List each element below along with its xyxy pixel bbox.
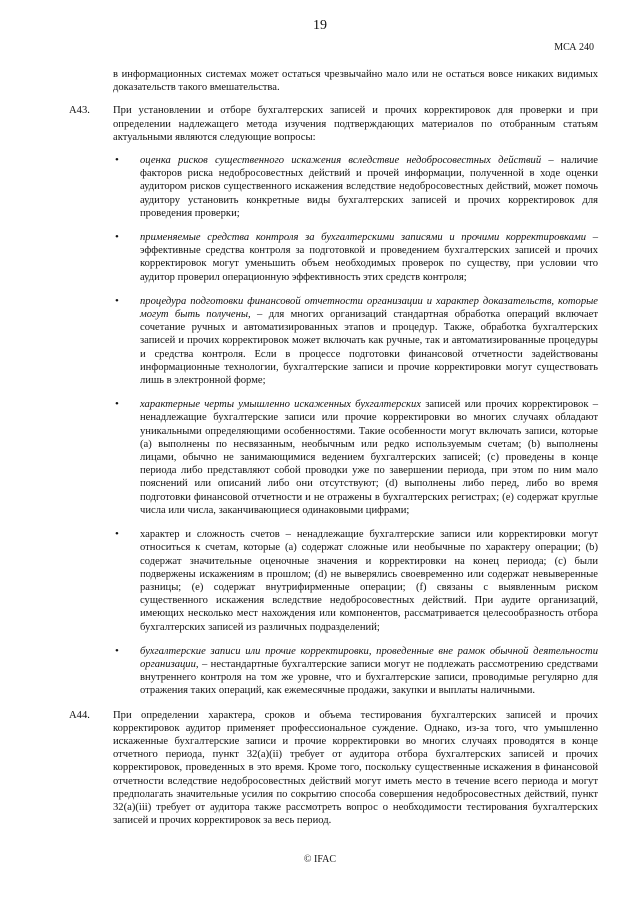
bullet-icon: • bbox=[115, 644, 119, 657]
bullet-icon: • bbox=[115, 231, 119, 244]
bullet-title: характерные черты умышленно искаженных бухгалтерских bbox=[140, 399, 421, 411]
bullet-text: – эффективные средства контроля за подготовкой и проведением бухгалтерских записей и прочих корректировок могут уменьшить объем необходимых проверок по существу, при условии что аудитор проверил операционную эффективность этих средств контроля; bbox=[140, 232, 598, 283]
continuation-text: в информационных системах может остаться чрезвычайно мало или не остаться вовсе никаких видимых доказательств такого вмешательства. bbox=[113, 69, 598, 94]
bullet-text: – наличие факторов риска недобросовестных действий и прочей информации, полученной в ходе оценки аудитором рисков существенного искажения вследствие недобросовестных действий, может помочь аудитору установить конкретные виды бухгалтерских записей и прочих корректировок для проведения проверки; bbox=[140, 155, 598, 219]
bullet-text: характер и сложность счетов – ненадлежащие бухгалтерские записи или корректировки могут относиться к счетам, которые (a) содержат сложные или необычные по характеру операции; (b) содержат значительные оценочные значения и корректировки на конец периода; (c) были подвержены искажениям в прошлом; (d) не выверялись своевременно или содержат невыверенные разницы; (e) содержат внутрифирменные операции; (f) связаны с выявленным риском существенного искажения вследствие недобросовестных действий. При аудите организаций, имеющих несколько мест нахождения или компонентов, рассматривается целесообразность отбора бухгалтерских записей из различных подразделений; bbox=[140, 529, 598, 633]
paragraph-a43 bbox=[69, 104, 598, 697]
paragraph-a44 bbox=[69, 709, 598, 828]
bullet-item bbox=[113, 295, 598, 387]
bullet-item bbox=[113, 398, 598, 517]
bullet-icon: • bbox=[115, 154, 119, 167]
paragraph-text: При определении характера, сроков и объема тестирования бухгалтерских записей и прочих корректировок аудитор применяет профессиональное суждение. Однако, из-за того, что умышленно искаженные бухгалтерские записи и прочие корректировки во многих случаях проводятся в конце отчетного периода, пункт 32(a)(ii) требует от аудитора отбора бухгалтерских записей и прочих корректировок, проведенных в это время. Кроме того, поскольку существенные искажения в финансовой отчетности вследствие недобросовестных действий могут иметь место в течение всего периода и могут предполагать значительные усилия по сокрытию способа совершения недобросовестных действий, пункт 32(a)(iii) требует от аудитора также рассмотреть вопрос о необходимости тестирования бухгалтерских записей и прочих корректировок за весь период. bbox=[113, 709, 598, 827]
bullet-text: записей или прочих корректировок – ненадлежащие бухгалтерские записи или прочие корректировки во многих случаях обладают уникальными определяющими особенностями. Такие особенности могут включать записи, которые (a) выполнены по несвязанным, необычным или редко используемым счетам; (b) выполнены лицами, обычно не занимающимися ведением бухгалтерских записей; (c) проведены в конце периода либо представляют собой проводки уже по завершении периода, при этом по ним мало пояснений или описаний либо они отсутствуют; (d) выполнены либо перед, либо во время подготовки финансовой отчетности и не отражены в бухгалтерских регистрах; (e) содержат круглые числа или числа, заканчивающиеся одинаковыми цифрами; bbox=[140, 399, 598, 516]
document-code: МСА 240 bbox=[554, 42, 594, 53]
bullet-item bbox=[113, 154, 598, 220]
paragraph-label: A44. bbox=[69, 709, 90, 721]
footer-copyright: © IFAC bbox=[303, 854, 337, 865]
bullet-item bbox=[113, 645, 598, 698]
bullet-list bbox=[113, 154, 598, 698]
bullet-text: – для многих организаций стандартная обработка операций включает сочетание ручных и автоматизированных этапов и процедур. Также, обработка бухгалтерских записей и прочих корректировок может включать как ручные, так и автоматизированные процедуры и средства контроля. Если в процессе подготовки финансовой отчетности задействованы информационные технологии, бухгалтерские записи и прочие корректировки могут существовать лишь в электронной форме; bbox=[140, 309, 598, 387]
paragraph-intro: При установлении и отборе бухгалтерских записей и прочих корректировок для проверки и при определении надлежащего метода изучения подтверждающих материалов по отобранным статьям актуальными являются следующие вопросы: bbox=[113, 105, 598, 143]
bullet-title: применяемые средства контроля за бухгалтерскими записями и прочими корректировками bbox=[140, 232, 587, 244]
bullet-icon: • bbox=[115, 528, 119, 541]
bullet-title: процедура подготовки финансовой отчетности организации и характер доказательств, которые могут быть получены, bbox=[140, 295, 598, 321]
bullet-item bbox=[113, 528, 598, 634]
bullet-icon: • bbox=[115, 294, 119, 307]
bullet-icon: • bbox=[115, 398, 119, 411]
bullet-title: оценка рисков существенного искажения вследствие недобросовестных действий bbox=[140, 155, 542, 167]
bullet-text: – нестандартные бухгалтерские записи могут не подлежать рассмотрению средствами внутреннего контроля на том же уровне, что и бухгалтерские записи, проводимые регулярно для отражения таких операций, как ежемесячные продажи, закупки и выплаты наличными. bbox=[140, 658, 598, 697]
paragraph-label: A43. bbox=[69, 105, 90, 117]
document-body bbox=[69, 68, 598, 827]
page-number: 19 bbox=[313, 18, 327, 33]
bullet-item bbox=[113, 231, 598, 284]
bullet-title: бухгалтерские записи или прочие корректировки, проведенные вне рамок обычной деятельности организации, bbox=[140, 645, 598, 670]
